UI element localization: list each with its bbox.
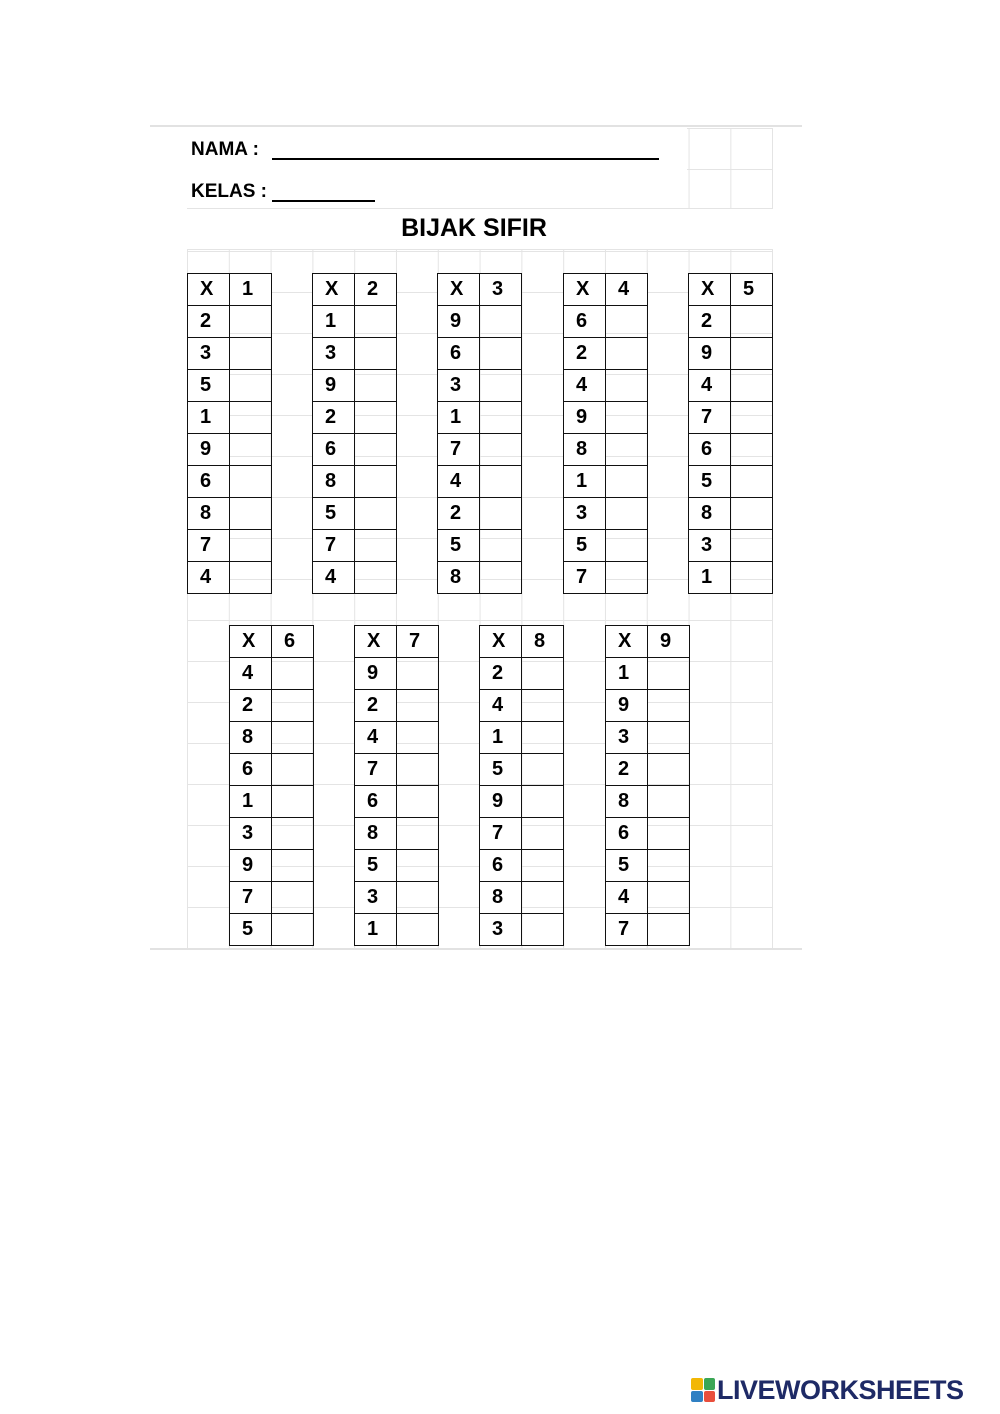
answer-cell[interactable] bbox=[731, 402, 773, 434]
times-table-5 bbox=[688, 273, 773, 594]
table-row bbox=[438, 370, 522, 402]
multiplier-cell: 1 bbox=[355, 914, 397, 946]
times-table-7 bbox=[354, 625, 439, 946]
table-row bbox=[689, 562, 773, 594]
answer-cell[interactable] bbox=[606, 338, 648, 370]
times-sign: X bbox=[564, 274, 606, 306]
multiplier-cell: 5 bbox=[230, 914, 272, 946]
multiplier-cell: 6 bbox=[564, 306, 606, 338]
table-row bbox=[230, 658, 314, 690]
table-row bbox=[480, 914, 564, 946]
times-sign: X bbox=[188, 274, 230, 306]
answer-cell[interactable] bbox=[648, 658, 690, 690]
answer-cell[interactable] bbox=[606, 402, 648, 434]
table-row bbox=[188, 498, 272, 530]
multiplier-cell: 6 bbox=[355, 786, 397, 818]
multiplier-cell: 2 bbox=[355, 690, 397, 722]
answer-cell[interactable] bbox=[606, 434, 648, 466]
times-sign: X bbox=[355, 626, 397, 658]
answer-cell[interactable] bbox=[731, 306, 773, 338]
table-row bbox=[564, 338, 648, 370]
times-table-8 bbox=[479, 625, 564, 946]
multiplier-cell: 1 bbox=[606, 658, 648, 690]
multiplier-cell: 4 bbox=[689, 370, 731, 402]
sheet-top-edge bbox=[150, 125, 802, 127]
table-header-row bbox=[606, 626, 690, 658]
multiplier-cell: 4 bbox=[230, 658, 272, 690]
table-row bbox=[689, 434, 773, 466]
table-row bbox=[230, 850, 314, 882]
multiplier-cell: 4 bbox=[188, 562, 230, 594]
multiplier-cell: 4 bbox=[606, 882, 648, 914]
table-row bbox=[606, 690, 690, 722]
answer-cell[interactable] bbox=[648, 754, 690, 786]
answer-cell[interactable] bbox=[480, 370, 522, 402]
table-row bbox=[355, 818, 439, 850]
multiplier-cell: 8 bbox=[606, 786, 648, 818]
answer-cell[interactable] bbox=[522, 658, 564, 690]
name-label: NAMA : bbox=[191, 139, 259, 160]
multiplier-cell: 4 bbox=[480, 690, 522, 722]
multiplier-cell: 9 bbox=[313, 370, 355, 402]
answer-cell[interactable] bbox=[480, 466, 522, 498]
multiplier-cell: 7 bbox=[606, 914, 648, 946]
table-row bbox=[480, 658, 564, 690]
table-number: 3 bbox=[480, 274, 522, 306]
multiplier-cell: 8 bbox=[313, 466, 355, 498]
answer-cell[interactable] bbox=[230, 402, 272, 434]
answer-cell[interactable] bbox=[272, 722, 314, 754]
times-sign: X bbox=[480, 626, 522, 658]
table-header-row bbox=[689, 274, 773, 306]
multiplier-cell: 1 bbox=[188, 402, 230, 434]
table-row bbox=[564, 562, 648, 594]
table-row bbox=[606, 914, 690, 946]
table-header-row bbox=[355, 626, 439, 658]
answer-cell[interactable] bbox=[397, 914, 439, 946]
answer-cell[interactable] bbox=[355, 434, 397, 466]
multiplier-cell: 8 bbox=[480, 882, 522, 914]
answer-cell[interactable] bbox=[230, 466, 272, 498]
times-sign: X bbox=[689, 274, 731, 306]
table-row bbox=[480, 690, 564, 722]
multiplier-cell: 3 bbox=[230, 818, 272, 850]
table-row bbox=[606, 754, 690, 786]
table-row bbox=[230, 754, 314, 786]
answer-cell[interactable] bbox=[731, 498, 773, 530]
multiplier-cell: 4 bbox=[438, 466, 480, 498]
table-row bbox=[438, 530, 522, 562]
table-row bbox=[689, 466, 773, 498]
table-row bbox=[313, 562, 397, 594]
times-table-2 bbox=[312, 273, 397, 594]
multiplier-cell: 3 bbox=[438, 370, 480, 402]
table-row bbox=[564, 306, 648, 338]
table-row bbox=[313, 306, 397, 338]
multiplier-cell: 2 bbox=[438, 498, 480, 530]
multiplier-cell: 5 bbox=[564, 530, 606, 562]
multiplier-cell: 5 bbox=[188, 370, 230, 402]
table-number: 7 bbox=[397, 626, 439, 658]
table-row bbox=[188, 306, 272, 338]
logo-mark-icon bbox=[691, 1378, 715, 1402]
answer-cell[interactable] bbox=[522, 818, 564, 850]
answer-cell[interactable] bbox=[522, 754, 564, 786]
answer-cell[interactable] bbox=[731, 338, 773, 370]
multiplier-cell: 9 bbox=[689, 338, 731, 370]
answer-cell[interactable] bbox=[731, 466, 773, 498]
class-input-line[interactable] bbox=[272, 200, 375, 202]
table-row bbox=[438, 434, 522, 466]
multiplier-cell: 1 bbox=[313, 306, 355, 338]
answer-cell[interactable] bbox=[230, 434, 272, 466]
answer-cell[interactable] bbox=[272, 658, 314, 690]
multiplier-cell: 1 bbox=[438, 402, 480, 434]
table-row bbox=[355, 850, 439, 882]
multiplier-cell: 7 bbox=[480, 818, 522, 850]
answer-cell[interactable] bbox=[480, 306, 522, 338]
answer-cell[interactable] bbox=[230, 370, 272, 402]
multiplier-cell: 5 bbox=[313, 498, 355, 530]
answer-cell[interactable] bbox=[397, 850, 439, 882]
answer-cell[interactable] bbox=[522, 882, 564, 914]
table-row bbox=[188, 402, 272, 434]
answer-cell[interactable] bbox=[230, 338, 272, 370]
table-row bbox=[689, 530, 773, 562]
table-row bbox=[480, 786, 564, 818]
table-number: 2 bbox=[355, 274, 397, 306]
table-row bbox=[355, 882, 439, 914]
times-table-3 bbox=[437, 273, 522, 594]
answer-cell[interactable] bbox=[480, 434, 522, 466]
liveworksheets-logo bbox=[691, 1375, 964, 1405]
multiplier-cell: 2 bbox=[564, 338, 606, 370]
answer-cell[interactable] bbox=[397, 786, 439, 818]
multiplier-cell: 8 bbox=[230, 722, 272, 754]
answer-cell[interactable] bbox=[230, 306, 272, 338]
multiplier-cell: 2 bbox=[188, 306, 230, 338]
answer-cell[interactable] bbox=[272, 786, 314, 818]
multiplier-cell: 5 bbox=[606, 850, 648, 882]
multiplier-cell: 6 bbox=[438, 338, 480, 370]
multiplier-cell: 9 bbox=[438, 306, 480, 338]
multiplier-cell: 5 bbox=[689, 466, 731, 498]
logo-square bbox=[691, 1378, 703, 1390]
table-row bbox=[480, 722, 564, 754]
table-row bbox=[606, 882, 690, 914]
table-header-row bbox=[438, 274, 522, 306]
table-number: 6 bbox=[272, 626, 314, 658]
table-row bbox=[606, 786, 690, 818]
table-row bbox=[689, 306, 773, 338]
table-row bbox=[564, 370, 648, 402]
multiplier-cell: 6 bbox=[606, 818, 648, 850]
multiplier-cell: 6 bbox=[230, 754, 272, 786]
multiplier-cell: 6 bbox=[689, 434, 731, 466]
table-row bbox=[438, 306, 522, 338]
answer-cell[interactable] bbox=[606, 562, 648, 594]
table-row bbox=[438, 466, 522, 498]
table-row bbox=[564, 498, 648, 530]
answer-cell[interactable] bbox=[606, 498, 648, 530]
multiplier-cell: 7 bbox=[438, 434, 480, 466]
answer-cell[interactable] bbox=[648, 850, 690, 882]
answer-cell[interactable] bbox=[522, 722, 564, 754]
multiplier-cell: 3 bbox=[480, 914, 522, 946]
table-row bbox=[689, 370, 773, 402]
table-number: 8 bbox=[522, 626, 564, 658]
table-row bbox=[480, 850, 564, 882]
answer-cell[interactable] bbox=[355, 306, 397, 338]
table-row bbox=[188, 434, 272, 466]
table-row bbox=[438, 498, 522, 530]
times-table-9 bbox=[605, 625, 690, 946]
table-row bbox=[313, 338, 397, 370]
multiplier-cell: 9 bbox=[606, 690, 648, 722]
answer-cell[interactable] bbox=[272, 850, 314, 882]
answer-cell[interactable] bbox=[355, 498, 397, 530]
table-row bbox=[689, 498, 773, 530]
table-header-row bbox=[313, 274, 397, 306]
answer-cell[interactable] bbox=[480, 498, 522, 530]
answer-cell[interactable] bbox=[731, 370, 773, 402]
multiplier-cell: 7 bbox=[355, 754, 397, 786]
table-row bbox=[355, 722, 439, 754]
table-row bbox=[188, 530, 272, 562]
answer-cell[interactable] bbox=[397, 882, 439, 914]
multiplier-cell: 9 bbox=[480, 786, 522, 818]
answer-cell[interactable] bbox=[272, 818, 314, 850]
answer-cell[interactable] bbox=[731, 562, 773, 594]
answer-cell[interactable] bbox=[648, 914, 690, 946]
answer-cell[interactable] bbox=[230, 530, 272, 562]
answer-cell[interactable] bbox=[272, 754, 314, 786]
multiplier-cell: 7 bbox=[313, 530, 355, 562]
multiplier-cell: 7 bbox=[689, 402, 731, 434]
table-row bbox=[313, 466, 397, 498]
table-row bbox=[606, 850, 690, 882]
multiplier-cell: 3 bbox=[689, 530, 731, 562]
logo-square bbox=[704, 1391, 716, 1403]
table-number: 9 bbox=[648, 626, 690, 658]
answer-cell[interactable] bbox=[648, 786, 690, 818]
table-row bbox=[480, 818, 564, 850]
multiplier-cell: 2 bbox=[606, 754, 648, 786]
multiplier-cell: 6 bbox=[188, 466, 230, 498]
table-row bbox=[230, 786, 314, 818]
logo-text: LIVEWORKSHEETS bbox=[717, 1374, 964, 1405]
multiplier-cell: 3 bbox=[355, 882, 397, 914]
answer-cell[interactable] bbox=[480, 562, 522, 594]
table-header-row bbox=[480, 626, 564, 658]
answer-cell[interactable] bbox=[731, 434, 773, 466]
multiplier-cell: 5 bbox=[438, 530, 480, 562]
worksheet-title bbox=[187, 214, 773, 243]
answer-cell[interactable] bbox=[480, 402, 522, 434]
multiplier-cell: 7 bbox=[188, 530, 230, 562]
table-row bbox=[230, 882, 314, 914]
table-row bbox=[188, 562, 272, 594]
table-row bbox=[355, 754, 439, 786]
answer-cell[interactable] bbox=[731, 530, 773, 562]
answer-cell[interactable] bbox=[272, 914, 314, 946]
multiplier-cell: 3 bbox=[188, 338, 230, 370]
answer-cell[interactable] bbox=[480, 338, 522, 370]
multiplier-cell: 4 bbox=[355, 722, 397, 754]
answer-cell[interactable] bbox=[648, 882, 690, 914]
multiplier-cell: 4 bbox=[313, 562, 355, 594]
table-row bbox=[606, 722, 690, 754]
table-row bbox=[480, 882, 564, 914]
multiplier-cell: 3 bbox=[313, 338, 355, 370]
title-text: BIJAK SIFIR bbox=[401, 214, 547, 242]
answer-cell[interactable] bbox=[522, 914, 564, 946]
multiplier-cell: 8 bbox=[564, 434, 606, 466]
answer-cell[interactable] bbox=[480, 530, 522, 562]
times-sign: X bbox=[313, 274, 355, 306]
table-row bbox=[480, 754, 564, 786]
multiplier-cell: 5 bbox=[480, 754, 522, 786]
answer-cell[interactable] bbox=[648, 818, 690, 850]
multiplier-cell: 2 bbox=[230, 690, 272, 722]
table-row bbox=[438, 402, 522, 434]
table-row bbox=[230, 818, 314, 850]
name-input-line[interactable] bbox=[272, 158, 659, 160]
table-header-row bbox=[230, 626, 314, 658]
multiplier-cell: 9 bbox=[230, 850, 272, 882]
class-label: KELAS : bbox=[191, 181, 267, 202]
multiplier-cell: 6 bbox=[313, 434, 355, 466]
table-row bbox=[313, 530, 397, 562]
sheet-bottom-edge bbox=[150, 948, 802, 950]
answer-cell[interactable] bbox=[355, 402, 397, 434]
answer-cell[interactable] bbox=[355, 530, 397, 562]
answer-cell[interactable] bbox=[648, 722, 690, 754]
multiplier-cell: 8 bbox=[355, 818, 397, 850]
multiplier-cell: 1 bbox=[480, 722, 522, 754]
answer-cell[interactable] bbox=[522, 690, 564, 722]
times-sign: X bbox=[438, 274, 480, 306]
table-row bbox=[689, 338, 773, 370]
answer-cell[interactable] bbox=[522, 850, 564, 882]
table-row bbox=[313, 498, 397, 530]
answer-cell[interactable] bbox=[522, 786, 564, 818]
table-row bbox=[355, 914, 439, 946]
answer-cell[interactable] bbox=[355, 370, 397, 402]
table-row bbox=[564, 402, 648, 434]
table-header-row bbox=[564, 274, 648, 306]
table-row bbox=[313, 434, 397, 466]
times-table-4 bbox=[563, 273, 648, 594]
table-row bbox=[188, 338, 272, 370]
table-row bbox=[564, 466, 648, 498]
answer-cell[interactable] bbox=[606, 466, 648, 498]
logo-square bbox=[691, 1391, 703, 1403]
table-row bbox=[355, 786, 439, 818]
table-row bbox=[438, 338, 522, 370]
table-row bbox=[606, 818, 690, 850]
multiplier-cell: 4 bbox=[564, 370, 606, 402]
multiplier-cell: 7 bbox=[564, 562, 606, 594]
answer-cell[interactable] bbox=[272, 882, 314, 914]
table-row bbox=[188, 370, 272, 402]
answer-cell[interactable] bbox=[648, 690, 690, 722]
answer-cell[interactable] bbox=[606, 306, 648, 338]
table-header-row bbox=[188, 274, 272, 306]
times-table-1 bbox=[187, 273, 272, 594]
multiplier-cell: 3 bbox=[564, 498, 606, 530]
times-table-6 bbox=[229, 625, 314, 946]
table-row bbox=[689, 402, 773, 434]
table-number: 5 bbox=[731, 274, 773, 306]
multiplier-cell: 8 bbox=[188, 498, 230, 530]
table-row bbox=[438, 562, 522, 594]
table-row bbox=[355, 690, 439, 722]
multiplier-cell: 8 bbox=[438, 562, 480, 594]
multiplier-cell: 2 bbox=[689, 306, 731, 338]
table-number: 4 bbox=[606, 274, 648, 306]
answer-cell[interactable] bbox=[230, 562, 272, 594]
answer-cell[interactable] bbox=[397, 754, 439, 786]
answer-cell[interactable] bbox=[230, 498, 272, 530]
answer-cell[interactable] bbox=[397, 658, 439, 690]
table-row bbox=[564, 530, 648, 562]
multiplier-cell: 1 bbox=[689, 562, 731, 594]
multiplier-cell: 2 bbox=[313, 402, 355, 434]
multiplier-cell: 1 bbox=[564, 466, 606, 498]
table-row bbox=[313, 402, 397, 434]
table-row bbox=[564, 434, 648, 466]
answer-cell[interactable] bbox=[355, 338, 397, 370]
logo-square bbox=[704, 1378, 716, 1390]
answer-cell[interactable] bbox=[606, 530, 648, 562]
multiplier-cell: 9 bbox=[564, 402, 606, 434]
multiplier-cell: 1 bbox=[230, 786, 272, 818]
table-number: 1 bbox=[230, 274, 272, 306]
times-sign: X bbox=[606, 626, 648, 658]
answer-cell[interactable] bbox=[355, 466, 397, 498]
answer-cell[interactable] bbox=[397, 722, 439, 754]
answer-cell[interactable] bbox=[397, 690, 439, 722]
answer-cell[interactable] bbox=[397, 818, 439, 850]
table-row bbox=[606, 658, 690, 690]
multiplier-cell: 3 bbox=[606, 722, 648, 754]
multiplier-cell: 2 bbox=[480, 658, 522, 690]
multiplier-cell: 6 bbox=[480, 850, 522, 882]
answer-cell[interactable] bbox=[606, 370, 648, 402]
multiplier-cell: 9 bbox=[355, 658, 397, 690]
table-row bbox=[188, 466, 272, 498]
table-row bbox=[230, 722, 314, 754]
answer-cell[interactable] bbox=[355, 562, 397, 594]
answer-cell[interactable] bbox=[272, 690, 314, 722]
table-row bbox=[313, 370, 397, 402]
multiplier-cell: 9 bbox=[188, 434, 230, 466]
table-row bbox=[230, 914, 314, 946]
table-row bbox=[355, 658, 439, 690]
multiplier-cell: 8 bbox=[689, 498, 731, 530]
times-sign: X bbox=[230, 626, 272, 658]
table-row bbox=[230, 690, 314, 722]
multiplier-cell: 7 bbox=[230, 882, 272, 914]
multiplier-cell: 5 bbox=[355, 850, 397, 882]
